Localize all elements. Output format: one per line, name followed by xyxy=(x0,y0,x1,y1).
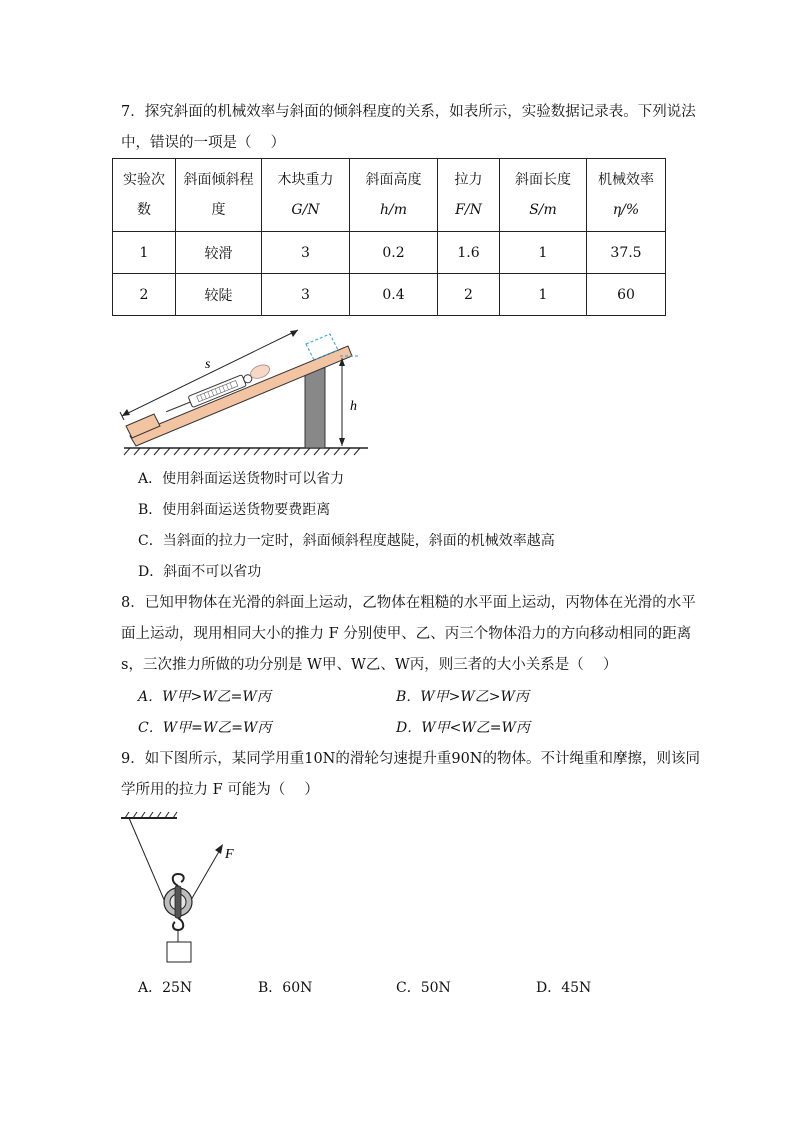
table-cell: 1 xyxy=(500,232,587,274)
header-cell: 斜面倾斜程 度 xyxy=(176,159,262,232)
q9-stem-line1: 9．如下图所示，某同学用重10N的滑轮匀速提升重90N的物体。不计绳重和摩擦，则该同 xyxy=(121,751,700,767)
q7-option-b[interactable]: B．使用斜面运送货物要费距离 xyxy=(138,502,331,518)
table-cell: 1 xyxy=(113,232,176,274)
q9-stem-line2: 学所用的拉力 F 可能为（ ） xyxy=(121,782,319,798)
q8-option-a[interactable]: A．W甲>W乙=W丙 xyxy=(138,689,271,705)
table-cell: 1.6 xyxy=(438,232,500,274)
q7-option-c[interactable]: C．当斜面的拉力一定时，斜面倾斜程度越陡，斜面的机械效率越高 xyxy=(138,533,555,549)
header-cell: 木块重力 G/N xyxy=(262,159,350,232)
q9-option-c[interactable]: C．50N xyxy=(396,980,451,996)
header-cell: 机械效率 η/% xyxy=(587,159,666,232)
header-cell: 拉力 F/N xyxy=(438,159,500,232)
table-cell: 较滑 xyxy=(176,232,262,274)
q7-stem-line2: 中，错误的一项是（ ） xyxy=(121,135,286,151)
table-row xyxy=(113,274,666,316)
table-cell: 0.4 xyxy=(350,274,438,316)
q7-data-table xyxy=(112,158,666,316)
table-cell: 60 xyxy=(587,274,666,316)
table-cell: 0.2 xyxy=(350,232,438,274)
label-s: s xyxy=(205,357,211,372)
label-f: F xyxy=(225,847,234,862)
header-cell: 斜面高度 h/m xyxy=(350,159,438,232)
q8-option-d[interactable]: D．W甲<W乙=W丙 xyxy=(396,720,530,736)
header-cell: 斜面长度 S/m xyxy=(500,159,587,232)
q7-option-d[interactable]: D．斜面不可以省功 xyxy=(138,564,262,580)
q7-stem-line1: 7．探究斜面的机械效率与斜面的倾斜程度的关系，如表所示，实验数据记录表。下列说法 xyxy=(121,104,696,120)
q7-option-a[interactable]: A．使用斜面运送货物时可以省力 xyxy=(138,471,345,487)
table-cell: 3 xyxy=(262,274,350,316)
q8-stem-line2: 面上运动，现用相同大小的推力 F 分别使甲、乙、丙三个物体沿力的方向移动相同的距离 xyxy=(121,626,692,642)
q8-stem-line3: s，三次推力所做的功分别是 W甲、W乙、W丙，则三者的大小关系是（ ） xyxy=(121,657,618,673)
pulley-figure xyxy=(115,810,255,970)
q9-option-b[interactable]: B．60N xyxy=(258,980,313,996)
table-row xyxy=(113,232,666,274)
table-cell: 3 xyxy=(262,232,350,274)
header-cell: 实验次 数 xyxy=(113,159,176,232)
label-h: h xyxy=(350,399,357,414)
q8-option-c[interactable]: C．W甲=W乙=W丙 xyxy=(138,720,272,736)
q9-option-a[interactable]: A．25N xyxy=(138,980,193,996)
q8-option-b[interactable]: B．W甲>W乙>W丙 xyxy=(396,689,529,705)
incline-figure xyxy=(110,318,380,458)
table-cell: 1 xyxy=(500,274,587,316)
table-header-row xyxy=(113,159,666,232)
table-cell: 2 xyxy=(438,274,500,316)
q8-stem-line1: 8．已知甲物体在光滑的斜面上运动，乙物体在粗糙的水平面上运动，丙物体在光滑的水平 xyxy=(121,595,696,611)
q9-option-d[interactable]: D．45N xyxy=(536,980,592,996)
table-cell: 2 xyxy=(113,274,176,316)
table-cell: 37.5 xyxy=(587,232,666,274)
table-cell: 较陡 xyxy=(176,274,262,316)
